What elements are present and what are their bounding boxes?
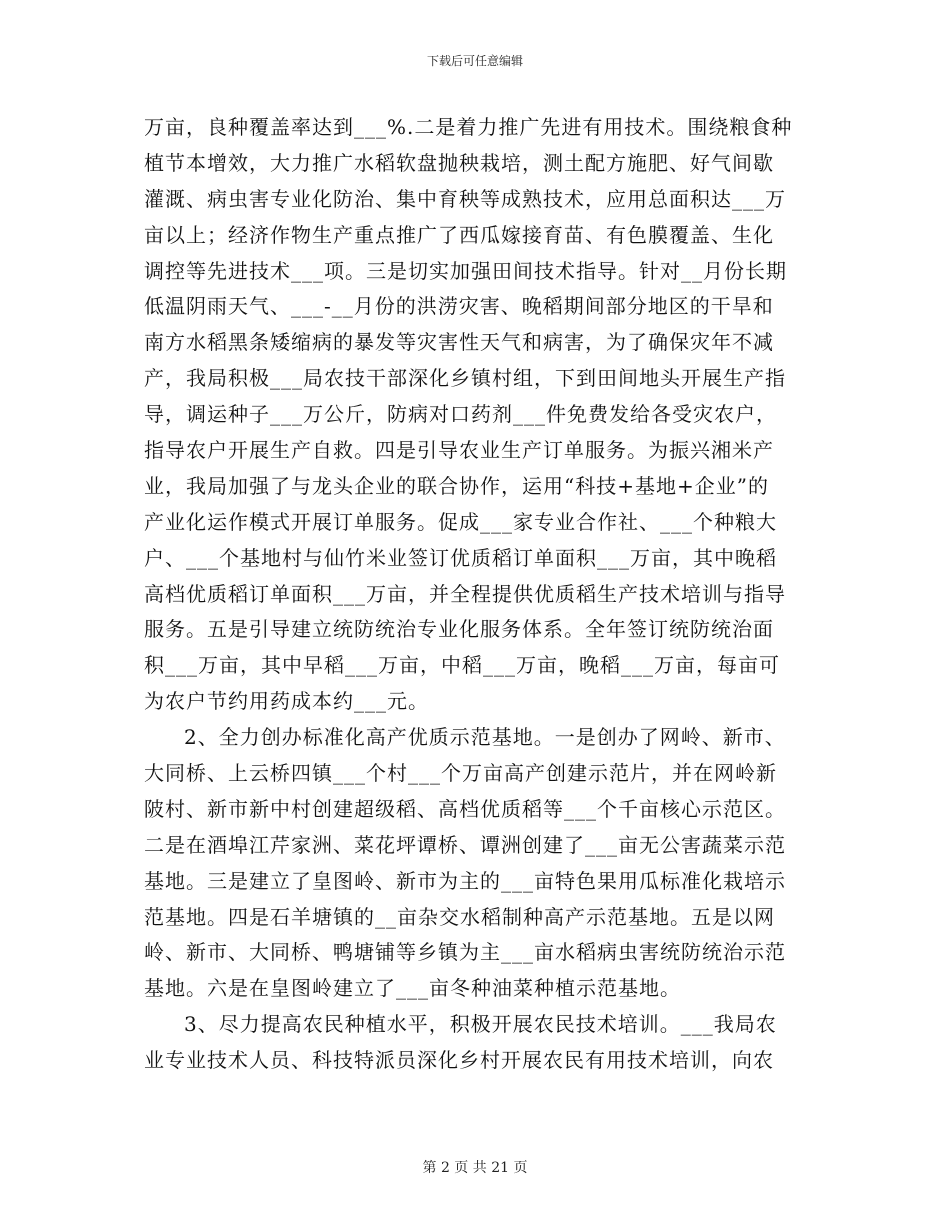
text-line: 户、___个基地村与仙竹米业签订优质稻订单面积___万亩，其中晚稻 [144, 545, 777, 570]
page-number: 第 2 页 共 21 页 [422, 1160, 528, 1176]
text-line: 积___万亩，其中早稻___万亩，中稻___万亩，晚稻___万亩，每亩可 [144, 653, 780, 678]
text-line: 产，我局积极___局农技干部深化乡镇村组，下到田间地头开展生产指 [144, 366, 786, 391]
text-line: 业，我局加强了与龙头企业的联合协作，运用“科技+基地+企业”的 [144, 473, 769, 498]
paragraph-start-line: 2、全力创办标准化高产优质示范基地。一是创办了网岭、新市、 [184, 725, 786, 750]
text-line: 服务。五是引导建立统防统治专业化服务体系。全年签订统防统治面 [144, 617, 774, 642]
text-line: 为农户节约用药成本约___元。 [144, 689, 429, 714]
text-line: 基地。三是建立了皇图岭、新市为主的___亩特色果用瓜标准化栽培示 [144, 868, 786, 893]
text-line: 南方水稻黑条矮缩病的暴发等灾害性天气和病害，为了确保灾年不减 [144, 330, 774, 355]
text-line: 导，调运种子___万公斤，防病对口药剂___件免费发给各受灾农户， [144, 402, 777, 427]
text-line: 二是在酒埠江芹家洲、菜花坪谭桥、谭洲创建了___亩无公害蔬菜示范 [144, 832, 786, 857]
page-header-note: 下载后可任意编辑 [426, 54, 523, 68]
paragraph-start-line: 3、尽力提高农民种植水平，积极开展农民技术培训。___我局农 [184, 1012, 777, 1037]
document-body [144, 110, 806, 1079]
text-line: 岭、新市、大同桥、鸭塘铺等乡镇为主___亩水稻病虫害统防统治示范 [144, 940, 786, 965]
text-line: 植节本增效，大力推广水稻软盘抛秧栽培，测土配方施肥、好气间歇 [144, 150, 774, 175]
text-line: 调控等先进技术___项。三是切实加强田间技术指导。针对__月份长期 [144, 258, 787, 283]
text-line: 指导农户开展生产自救。四是引导农业生产订单服务。为振兴湘米产 [144, 438, 774, 463]
text-line: 陂村、新市新中村创建超级稻、高档优质稻等___个千亩核心示范区。 [144, 796, 786, 821]
text-line: 基地。六是在皇图岭建立了___亩冬种油菜种植示范基地。 [144, 976, 681, 1001]
text-line: 大同桥、上云桥四镇___个村___个万亩高产创建示范片，并在网岭新 [144, 761, 777, 786]
text-line: 业专业技术人员、科技特派员深化乡村开展农民有用技术培训，向农 [144, 1048, 774, 1073]
text-line: 万亩，良种覆盖率达到___%.二是着力推广先进有用技术。围绕粮食种 [144, 115, 793, 139]
text-line: 范基地。四是石羊塘镇的__亩杂交水稻制种高产示范基地。五是以网 [144, 904, 775, 929]
text-line: 灌溉、病虫害专业化防治、集中育秧等成熟技术，应用总面积达___万 [144, 186, 786, 211]
text-line: 高档优质稻订单面积___万亩，并全程提供优质稻生产技术培训与指导 [144, 581, 786, 606]
text-line: 产业化运作模式开展订单服务。促成___家专业合作社、___个种粮大 [144, 509, 777, 534]
text-line: 亩以上；经济作物生产重点推广了西瓜嫁接育苗、有色膜覆盖、生化 [144, 222, 774, 247]
text-line: 低温阴雨天气、___-__月份的洪涝灾害、晚稻期间部分地区的干旱和 [144, 294, 774, 319]
